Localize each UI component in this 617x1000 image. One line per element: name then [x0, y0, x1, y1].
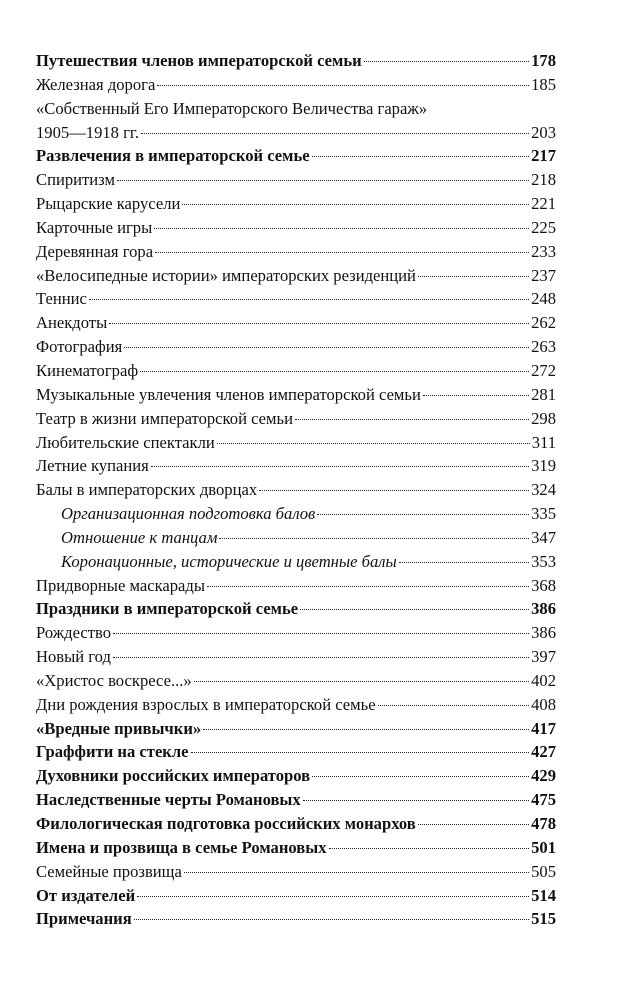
toc-entry[interactable]	[36, 216, 556, 240]
toc-entry[interactable]	[36, 49, 556, 73]
toc-entry-title: Духовники российских императоров	[36, 766, 311, 786]
toc-entry[interactable]	[36, 383, 556, 407]
dot-leader	[184, 872, 529, 873]
dot-leader	[203, 729, 529, 730]
toc-entry-title: «Велосипедные истории» императорских резиденций	[36, 265, 416, 285]
dot-leader	[194, 681, 529, 682]
toc-entry[interactable]	[36, 287, 556, 311]
dot-leader	[89, 299, 529, 300]
toc-entry-title: Коронационные, исторические и цветные балы	[61, 551, 397, 571]
toc-entry-title: «Христос воскресе...»	[36, 670, 192, 690]
toc-page-number: 221	[531, 194, 556, 214]
toc-entry[interactable]	[36, 478, 556, 502]
toc-page-number: 478	[531, 814, 556, 833]
toc-page-number: 475	[531, 790, 556, 810]
toc-entry-title: 1905—1918 гг.	[36, 122, 140, 142]
dot-leader	[418, 276, 529, 277]
toc-entry-title: Семейные прозвища	[36, 861, 182, 881]
toc-entry[interactable]	[36, 144, 556, 168]
toc-entry-title: Новый год	[36, 647, 111, 667]
toc-entry-title: Развлечения в императорской семье	[36, 146, 310, 166]
dot-leader	[303, 800, 529, 801]
toc-entry-title: Теннис	[36, 289, 87, 309]
toc-page-number: 347	[531, 527, 556, 547]
dot-leader	[155, 252, 529, 253]
toc-entry[interactable]	[36, 264, 556, 288]
dot-leader	[113, 657, 529, 658]
toc-page-number: 429	[531, 766, 556, 786]
toc-page-number: 386	[531, 599, 556, 619]
toc-entry[interactable]	[36, 407, 556, 431]
dot-leader	[378, 705, 530, 706]
toc-page-number: 397	[531, 647, 556, 667]
toc-entry[interactable]	[36, 73, 556, 97]
toc-page-number: 281	[531, 384, 556, 404]
dot-leader	[364, 61, 529, 62]
toc-entry[interactable]	[36, 860, 556, 884]
toc-entry-title: Путешествия членов императорской семьи	[36, 51, 362, 70]
toc-entry-title: Организационная подготовка балов	[61, 504, 316, 524]
toc-page-number: 514	[531, 885, 556, 905]
dot-leader	[259, 490, 529, 491]
toc-page-number: 218	[531, 170, 556, 190]
toc-page-number: 515	[531, 909, 556, 929]
toc-entry[interactable]	[36, 574, 556, 598]
toc-entry[interactable]	[36, 454, 556, 478]
toc-entry[interactable]	[36, 597, 556, 621]
dot-leader	[117, 180, 529, 181]
toc-page-number: 203	[531, 122, 556, 142]
toc-entry[interactable]	[36, 431, 556, 455]
toc-entry-title: Фотография	[36, 337, 123, 357]
toc-page-number: 233	[531, 241, 556, 261]
toc-entry-title: Отношение к танцам	[61, 527, 218, 547]
dot-leader	[134, 919, 529, 920]
dot-leader	[312, 776, 529, 777]
toc-page-number: 324	[531, 480, 556, 500]
toc-entry-title: Деревянная гора	[36, 241, 154, 261]
toc-entry-title-line: «Собственный Его Императорского Величества гараж»	[36, 98, 428, 118]
toc-entry[interactable]	[36, 717, 556, 741]
dot-leader	[295, 419, 529, 420]
toc-entry[interactable]	[36, 621, 556, 645]
dot-leader	[157, 85, 529, 86]
toc-entry-title: Кинематограф	[36, 360, 139, 380]
toc-entry[interactable]	[36, 788, 556, 812]
toc-page-number: 408	[531, 694, 556, 714]
dot-leader	[219, 538, 529, 539]
toc-page-number: 368	[531, 575, 556, 595]
toc-page-number: 272	[531, 360, 556, 380]
dot-leader	[137, 896, 529, 897]
dot-leader	[300, 609, 529, 610]
toc-page-number: 298	[531, 408, 556, 428]
dot-leader	[399, 562, 529, 563]
toc-page-number: 217	[531, 146, 556, 166]
toc-page-number: 311	[531, 432, 556, 452]
toc-entry[interactable]	[36, 836, 556, 860]
toc-entry-title: Любительские спектакли	[36, 432, 215, 452]
toc-entry-title: Филологическая подготовка российских монархов	[36, 814, 416, 833]
toc-page-number: 402	[531, 670, 556, 690]
dot-leader	[317, 514, 529, 515]
toc-subentry[interactable]	[36, 550, 556, 574]
toc-page-number: 427	[531, 742, 556, 762]
dot-leader	[207, 586, 529, 587]
dot-leader	[423, 395, 529, 396]
toc-entry-title: Карточные игры	[36, 217, 153, 237]
dot-leader	[217, 443, 530, 444]
toc-page-number: 178	[531, 51, 556, 70]
toc-page-number: 263	[531, 337, 556, 357]
dot-leader	[113, 633, 529, 634]
dot-leader	[418, 824, 529, 825]
toc-entry-title: Имена и прозвища в семье Романовых	[36, 837, 327, 857]
toc-entry-title: Рождество	[36, 623, 112, 643]
toc-page-number: 248	[531, 289, 556, 309]
dot-leader	[109, 323, 529, 324]
toc-entry-title: Анекдоты	[36, 313, 108, 333]
toc-entry[interactable]	[36, 240, 556, 264]
toc-entry-title: «Вредные привычки»	[36, 718, 202, 738]
dot-leader	[312, 156, 529, 157]
toc-page-number: 237	[531, 265, 556, 285]
toc-entry[interactable]	[36, 812, 556, 836]
toc-entry[interactable]	[36, 192, 556, 216]
toc-entry[interactable]	[36, 645, 556, 669]
toc-entry-title: Спиритизм	[36, 170, 115, 190]
toc-entry[interactable]	[36, 335, 556, 359]
toc-entry-title: Наследственные черты Романовых	[36, 790, 301, 810]
toc-entry[interactable]	[36, 764, 556, 788]
toc-page-number: 225	[531, 217, 556, 237]
toc-page-number: 262	[531, 313, 556, 333]
toc-entry[interactable]	[36, 311, 556, 335]
toc-entry[interactable]	[36, 121, 556, 145]
toc-page-number: 319	[531, 456, 556, 476]
toc-entry-title: Дни рождения взрослых в императорской семье	[36, 694, 376, 714]
dot-leader	[151, 466, 529, 467]
table-of-contents	[36, 49, 556, 931]
dot-leader	[182, 204, 529, 205]
toc-page-number: 185	[531, 74, 556, 94]
toc-subentry[interactable]	[36, 502, 556, 526]
toc-entry-title: Театр в жизни императорской семьи	[36, 408, 293, 428]
toc-page-number: 501	[531, 837, 556, 857]
toc-entry-title: Рыцарские карусели	[36, 194, 181, 214]
toc-entry[interactable]	[36, 693, 556, 717]
toc-entry-title: Придворные маскарады	[36, 575, 206, 595]
dot-leader	[154, 228, 529, 229]
toc-entry-title: Железная дорога	[36, 74, 156, 94]
dot-leader	[124, 347, 529, 348]
dot-leader	[191, 752, 530, 753]
toc-entry-title: Примечания	[36, 909, 132, 929]
toc-page-number: 505	[531, 861, 556, 881]
toc-entry[interactable]	[36, 359, 556, 383]
toc-page-number: 386	[531, 623, 556, 643]
toc-entry-title: От издателей	[36, 885, 136, 905]
toc-entry-title: Праздники в императорской семье	[36, 599, 299, 619]
toc-entry[interactable]	[36, 168, 556, 192]
toc-entry-title: Музыкальные увлечения членов императорской семьи	[36, 384, 421, 404]
toc-entry-title: Летние купания	[36, 456, 149, 476]
toc-entry-title: Граффити на стекле	[36, 742, 189, 762]
toc-subentry[interactable]	[36, 526, 556, 550]
toc-entry-title: Балы в императорских дворцах	[36, 480, 258, 500]
toc-page-number: 417	[531, 718, 556, 738]
toc-page-number: 353	[531, 551, 556, 571]
toc-entry[interactable]	[36, 884, 556, 908]
toc-page-number: 335	[531, 504, 556, 524]
dot-leader	[329, 848, 530, 849]
toc-entry[interactable]	[36, 740, 556, 764]
dot-leader	[141, 133, 529, 134]
dot-leader	[140, 371, 529, 372]
toc-entry[interactable]	[36, 669, 556, 693]
toc-entry[interactable]	[36, 907, 556, 931]
